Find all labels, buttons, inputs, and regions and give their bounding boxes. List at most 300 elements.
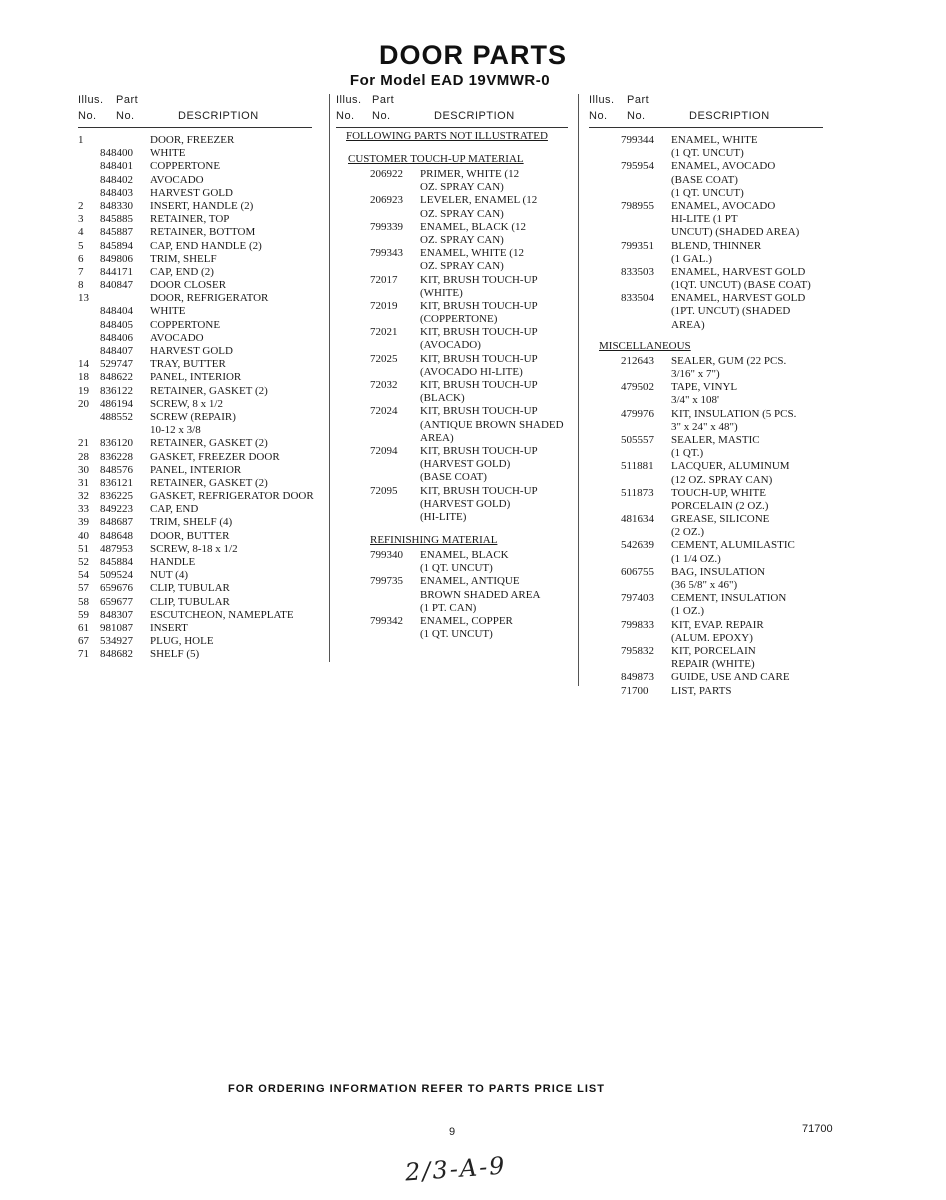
part-description: RETAINER, GASKET (2) (150, 384, 268, 397)
illus-number: 71 (78, 648, 89, 661)
part-description: ENAMEL, AVOCADO (671, 199, 776, 212)
part-description: CEMENT, INSULATION (671, 592, 787, 605)
part-number: 840847 (100, 279, 133, 292)
part-description: ENAMEL, HARVEST GOLD (671, 265, 806, 278)
document-number: 71700 (802, 1123, 833, 1135)
table-row (589, 240, 829, 253)
illus-number: 30 (78, 463, 89, 476)
table-row (78, 622, 336, 635)
part-description: TRAY, BUTTER (150, 358, 226, 371)
part-description: AREA) (420, 431, 454, 444)
part-description: GREASE, SILICONE (671, 513, 770, 526)
part-number: 72024 (370, 405, 398, 418)
table-row (589, 605, 829, 618)
table-row (589, 579, 829, 592)
part-number: 845887 (100, 226, 133, 239)
header-illus: Illus. (78, 94, 104, 106)
table-row (589, 279, 829, 292)
table-row (336, 628, 572, 641)
table-row (78, 490, 336, 503)
page-number: 9 (449, 1126, 456, 1138)
header-no: No. (78, 110, 97, 122)
part-number: 511873 (621, 486, 654, 499)
part-number: 486194 (100, 397, 133, 410)
part-description: CEMENT, ALUMILASTIC (671, 539, 795, 552)
part-number: 529747 (100, 358, 133, 371)
part-description: PANEL, INTERIOR (150, 371, 242, 384)
part-description: BROWN SHADED AREA (420, 588, 541, 601)
illus-number: 32 (78, 490, 89, 503)
part-description: RETAINER, GASKET (2) (150, 476, 268, 489)
table-row (336, 392, 572, 405)
illus-number: 7 (78, 265, 84, 278)
part-description: (12 OZ. SPRAY CAN) (671, 473, 773, 486)
part-description: HI-LITE (1 PT (671, 213, 738, 226)
table-row (336, 194, 572, 207)
table-row (589, 213, 829, 226)
table-row (78, 530, 336, 543)
table-row (336, 274, 572, 287)
part-number: 836120 (100, 437, 133, 450)
part-description: HANDLE (150, 556, 196, 568)
section-heading: CUSTOMER TOUCH-UP MATERIAL (348, 153, 524, 165)
part-description: DOOR, REFRIGERATOR (150, 292, 269, 305)
table-row (589, 266, 829, 279)
table-row (589, 381, 829, 394)
part-number: 848401 (100, 160, 133, 173)
table-row (336, 419, 572, 432)
part-description: (WHITE) (420, 286, 463, 299)
illus-number: 21 (78, 437, 89, 450)
part-description: HARVEST GOLD (150, 186, 233, 199)
part-description: CAP, END (150, 503, 199, 516)
table-row (589, 355, 829, 368)
table-row (336, 511, 572, 524)
illus-number: 2 (78, 199, 84, 212)
table-row (78, 503, 336, 516)
part-description: ENAMEL, BLACK (12 (420, 220, 527, 233)
table-row (589, 253, 829, 266)
illus-number: 3 (78, 213, 84, 226)
table-row (78, 569, 336, 582)
illus-number: 57 (78, 582, 89, 595)
illus-number: 14 (78, 358, 89, 371)
part-description: AREA) (671, 318, 705, 331)
table-row (78, 226, 336, 239)
ordering-footer: FOR ORDERING INFORMATION REFER TO PARTS PRICE LIST (228, 1083, 605, 1095)
part-description: PRIMER, WHITE (12 (420, 168, 520, 180)
part-description: KIT, BRUSH TOUCH-UP (420, 444, 538, 457)
part-description: 3/16" x 7") (671, 368, 720, 380)
table-row (78, 200, 336, 213)
part-description: (1 QT.) (671, 447, 704, 460)
section-heading: FOLLOWING PARTS NOT ILLUSTRATED (346, 130, 548, 142)
table-row (336, 221, 572, 234)
table-row (336, 458, 572, 471)
section-refinishing (336, 534, 572, 549)
section-not-illustrated (336, 130, 572, 145)
part-description: KIT, BRUSH TOUCH-UP (420, 326, 538, 339)
table-row (78, 543, 336, 556)
part-number: 511881 (621, 460, 654, 473)
table-row (336, 549, 572, 562)
table-row (589, 539, 829, 552)
part-description: WHITE (150, 305, 186, 318)
part-description: (COPPERTONE) (420, 313, 498, 326)
part-number: 509524 (100, 569, 133, 582)
part-description: SEALER, MASTIC (671, 433, 760, 446)
illus-number: 61 (78, 621, 89, 634)
part-number: 836121 (100, 476, 133, 489)
table-row (78, 279, 336, 292)
part-number: 848403 (100, 186, 133, 199)
table-row (589, 394, 829, 407)
table-row (336, 615, 572, 628)
part-description: DOOR, BUTTER (150, 529, 230, 542)
table-row (336, 300, 572, 313)
header-no: No. (589, 110, 608, 122)
header-rule (78, 127, 312, 128)
table-row (78, 596, 336, 609)
page-title: DOOR PARTS (378, 40, 567, 70)
part-number: 836228 (100, 450, 133, 463)
header-part: Part (116, 94, 139, 106)
part-description: (1 GAL.) (671, 252, 712, 265)
part-description: COPPERTONE (150, 160, 221, 173)
illus-number: 52 (78, 556, 89, 568)
part-description: ENAMEL, WHITE (671, 134, 758, 146)
part-number: 71700 (621, 684, 649, 697)
table-row (336, 575, 572, 588)
table-row (589, 526, 829, 539)
header-description: DESCRIPTION (178, 110, 259, 122)
part-description: (36 5/8" x 46") (671, 579, 738, 591)
part-description: HARVEST GOLD (150, 345, 233, 357)
illus-number: 54 (78, 569, 89, 582)
part-description: OZ. SPRAY CAN) (420, 207, 504, 220)
illus-number: 1 (78, 134, 84, 146)
table-row (589, 421, 829, 434)
handwritten-note: 2/3-A-9 (404, 1151, 508, 1187)
part-description: ENAMEL, HARVEST GOLD (671, 292, 806, 305)
table-row (589, 292, 829, 305)
part-description: SCREW (REPAIR) (150, 410, 236, 423)
part-description: (AVOCADO) (420, 339, 481, 352)
part-description: INSERT, HANDLE (2) (150, 199, 254, 212)
part-number: 799735 (370, 575, 403, 588)
table-row (78, 174, 336, 187)
part-number: 488552 (100, 410, 133, 423)
table-row (78, 147, 336, 160)
part-number: 845884 (100, 556, 133, 568)
table-row (589, 200, 829, 213)
part-number: 849806 (100, 252, 133, 265)
table-row (589, 408, 829, 421)
table-row (589, 174, 829, 187)
part-number: 72025 (370, 352, 398, 365)
part-description: TRIM, SHELF (4) (150, 516, 233, 529)
illus-number: 31 (78, 476, 89, 489)
table-row (589, 447, 829, 460)
illus-number: 28 (78, 450, 89, 463)
part-number: 845894 (100, 239, 133, 252)
part-number: 848576 (100, 463, 133, 476)
part-number: 799339 (370, 220, 403, 233)
part-description: DOOR CLOSER (150, 279, 227, 292)
table-row (336, 287, 572, 300)
table-row (589, 487, 829, 500)
part-description: (BASE COAT) (420, 471, 487, 484)
part-description: LACQUER, ALUMINUM (671, 460, 790, 473)
table-row (589, 685, 829, 698)
illus-number: 18 (78, 371, 89, 384)
part-number: 799833 (621, 618, 654, 631)
part-number: 487953 (100, 542, 133, 555)
part-number: 534927 (100, 635, 133, 648)
part-number: 848406 (100, 331, 133, 344)
table-row (78, 648, 336, 661)
header-rule (589, 127, 823, 128)
part-description: KIT, BRUSH TOUCH-UP (420, 299, 538, 312)
part-number: 72017 (370, 273, 398, 286)
table-row (78, 187, 336, 200)
part-description: RETAINER, TOP (150, 213, 230, 226)
table-row (78, 464, 336, 477)
table-row (336, 432, 572, 445)
part-description: (1 1/4 OZ.) (671, 552, 721, 565)
table-row (78, 516, 336, 529)
part-number: 799342 (370, 615, 403, 627)
table-row (336, 602, 572, 615)
table-row (78, 358, 336, 371)
table-row (336, 445, 572, 458)
header-description: DESCRIPTION (434, 110, 515, 122)
table-row (78, 240, 336, 253)
table-row (78, 411, 336, 424)
table-row (78, 424, 336, 437)
header-part: Part (627, 94, 650, 106)
header-no: No. (336, 110, 355, 122)
part-description: ENAMEL, BLACK (420, 549, 509, 562)
header-rule (336, 127, 568, 128)
part-description: (1 QT. UNCUT) (671, 147, 744, 160)
illus-number: 20 (78, 397, 89, 410)
part-description: 3" x 24" x 48") (671, 420, 738, 433)
table-row (589, 513, 829, 526)
part-number: 212643 (621, 354, 654, 367)
part-number: 848687 (100, 516, 133, 529)
part-description: AVOCADO (150, 331, 204, 344)
part-number: 206923 (370, 194, 403, 207)
part-number: 799344 (621, 134, 654, 146)
part-description: KIT, EVAP. REPAIR (671, 618, 764, 631)
table-row (589, 671, 829, 684)
parts-list (589, 134, 829, 698)
part-description: GUIDE, USE AND CARE (671, 671, 790, 684)
table-row (589, 319, 829, 332)
illus-number: 5 (78, 239, 84, 252)
part-number: 659676 (100, 582, 133, 595)
illus-number: 59 (78, 608, 89, 621)
part-number: 848682 (100, 648, 133, 661)
part-number: 659677 (100, 595, 133, 608)
part-description: COPPERTONE (150, 318, 221, 331)
part-description: LEVELER, ENAMEL (12 (420, 194, 538, 207)
part-number: 481634 (621, 513, 654, 526)
table-row (78, 635, 336, 648)
illus-number: 33 (78, 503, 89, 516)
part-description: PANEL, INTERIOR (150, 463, 242, 476)
part-number: 795832 (621, 644, 654, 657)
part-number: 848330 (100, 199, 133, 212)
section-touch-up (336, 153, 572, 168)
part-description: ENAMEL, COPPER (420, 615, 513, 627)
section-heading: REFINISHING MATERIAL (370, 534, 498, 547)
table-row (78, 292, 336, 305)
part-description: KIT, BRUSH TOUCH-UP (420, 405, 538, 418)
table-row (336, 366, 572, 379)
part-description: (1 QT. UNCUT) (671, 186, 744, 199)
part-description: CAP, END (2) (150, 265, 214, 278)
part-number: 981087 (100, 621, 133, 634)
table-row (589, 226, 829, 239)
part-description: OZ. SPRAY CAN) (420, 181, 504, 194)
part-description: REPAIR (WHITE) (671, 658, 755, 671)
part-description: SHELF (5) (150, 648, 200, 661)
part-description: CLIP, TUBULAR (150, 595, 230, 608)
part-description: TAPE, VINYL (671, 381, 738, 394)
part-number: 799351 (621, 239, 654, 252)
part-description: OZ. SPRAY CAN) (420, 233, 504, 246)
header-no: No. (627, 110, 646, 122)
table-row (336, 260, 572, 273)
part-number: 72019 (370, 299, 398, 312)
table-row (336, 247, 572, 260)
table-row (336, 339, 572, 352)
illus-number: 6 (78, 252, 84, 265)
parts-list (336, 130, 572, 641)
part-number: 845885 (100, 213, 133, 226)
part-number: 848400 (100, 147, 133, 160)
column-divider (329, 94, 330, 662)
part-description: GASKET, FREEZER DOOR (150, 450, 280, 463)
header-illus: Illus. (336, 94, 362, 106)
illus-number: 39 (78, 516, 89, 529)
part-description: (BASE COAT) (671, 173, 738, 186)
part-description: KIT, BRUSH TOUCH-UP (420, 484, 538, 497)
part-description: RETAINER, GASKET (2) (150, 437, 268, 450)
illus-number: 13 (78, 292, 89, 305)
table-row (589, 592, 829, 605)
part-description: SCREW, 8 x 1/2 (150, 397, 223, 410)
part-number: 72095 (370, 484, 398, 497)
header-no: No. (116, 110, 135, 122)
part-number: 795954 (621, 160, 654, 173)
part-description: (ANTIQUE BROWN SHADED (420, 418, 564, 431)
part-description: GASKET, REFRIGERATOR DOOR (150, 490, 314, 503)
part-description: (BLACK) (420, 392, 465, 405)
table-row (589, 632, 829, 645)
part-description: 3/4" x 108' (671, 394, 720, 407)
parts-list (78, 134, 336, 662)
header-illus: Illus. (589, 94, 615, 106)
part-description: KIT, INSULATION (5 PCS. (671, 407, 797, 420)
part-description: BLEND, THINNER (671, 239, 762, 252)
part-description: (2 OZ.) (671, 526, 704, 539)
part-number: 848307 (100, 608, 133, 621)
part-description: KIT, BRUSH TOUCH-UP (420, 379, 538, 391)
table-row (336, 562, 572, 575)
part-description: (HI-LITE) (420, 510, 467, 523)
table-row (589, 305, 829, 318)
table-row (78, 332, 336, 345)
part-number: 797403 (621, 592, 654, 605)
table-row (336, 234, 572, 247)
part-number: 849873 (621, 671, 654, 684)
table-row (336, 471, 572, 484)
section-miscellaneous (589, 340, 829, 355)
table-row (336, 168, 572, 181)
table-row (336, 326, 572, 339)
part-number: 848402 (100, 173, 133, 186)
illus-number: 4 (78, 226, 84, 239)
table-row (336, 405, 572, 418)
part-description: KIT, BRUSH TOUCH-UP (420, 352, 538, 365)
illus-number: 19 (78, 384, 89, 397)
part-description: ENAMEL, WHITE (12 (420, 247, 524, 260)
table-row (589, 658, 829, 671)
part-number: 479502 (621, 381, 654, 394)
table-row (78, 582, 336, 595)
table-row (78, 609, 336, 622)
part-description: NUT (4) (150, 569, 188, 582)
part-description: AVOCADO (150, 173, 204, 186)
part-description: INSERT (150, 621, 188, 634)
part-description: BAG, INSULATION (671, 565, 766, 578)
table-row (78, 398, 336, 411)
part-description: (HARVEST GOLD) (420, 497, 511, 510)
table-row (589, 500, 829, 513)
part-description: TRIM, SHELF (150, 252, 217, 265)
table-row (336, 379, 572, 392)
table-row (336, 313, 572, 326)
part-number: 833504 (621, 292, 654, 305)
table-row (78, 319, 336, 332)
part-description: LIST, PARTS (671, 684, 732, 697)
table-row (589, 434, 829, 447)
table-row (589, 474, 829, 487)
table-row (336, 498, 572, 511)
table-row (78, 266, 336, 279)
part-description: KIT, PORCELAIN (671, 644, 756, 657)
part-number: 479976 (621, 407, 654, 420)
table-row (336, 181, 572, 194)
part-description: (1 QT. UNCUT) (420, 628, 493, 641)
part-description: PLUG, HOLE (150, 635, 214, 648)
part-description: UNCUT) (SHADED AREA) (671, 226, 800, 239)
table-row (78, 160, 336, 173)
part-description: (1 QT. UNCUT) (420, 562, 493, 575)
table-row (589, 187, 829, 200)
table-row (78, 305, 336, 318)
header-no: No. (372, 110, 391, 122)
table-row (78, 385, 336, 398)
table-row (589, 553, 829, 566)
part-description: DOOR, FREEZER (150, 134, 235, 146)
part-number: 799340 (370, 549, 403, 562)
illus-number: 51 (78, 542, 89, 555)
part-number: 848405 (100, 318, 133, 331)
